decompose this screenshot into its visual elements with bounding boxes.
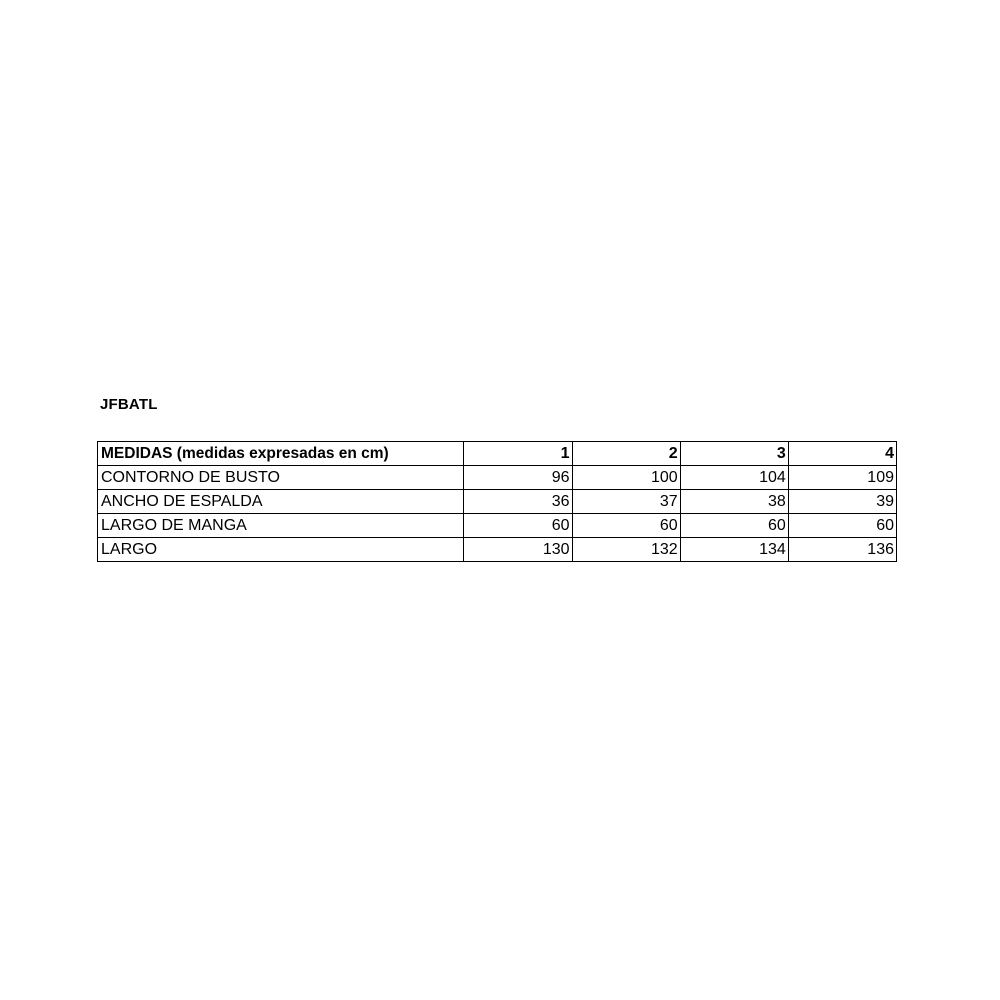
table-cell: 60 [464, 514, 572, 538]
table-header-row [98, 442, 897, 466]
row-label: LARGO DE MANGA [98, 514, 464, 538]
table-row [98, 514, 897, 538]
table-row [98, 490, 897, 514]
table-cell: 60 [680, 514, 788, 538]
table-cell: 132 [572, 538, 680, 562]
table-cell: 37 [572, 490, 680, 514]
product-code-title: JFBATL [100, 396, 158, 413]
table-cell: 60 [572, 514, 680, 538]
row-label: LARGO [98, 538, 464, 562]
table-row [98, 466, 897, 490]
size-chart-table [97, 441, 897, 562]
table-cell: 134 [680, 538, 788, 562]
table-cell: 36 [464, 490, 572, 514]
table-cell: 136 [788, 538, 896, 562]
row-label: ANCHO DE ESPALDA [98, 490, 464, 514]
table-cell: 60 [788, 514, 896, 538]
table-cell: 38 [680, 490, 788, 514]
table-cell: 104 [680, 466, 788, 490]
table-cell: 109 [788, 466, 896, 490]
table-row [98, 538, 897, 562]
row-label: CONTORNO DE BUSTO [98, 466, 464, 490]
header-size-3: 3 [680, 442, 788, 466]
header-size-1: 1 [464, 442, 572, 466]
table-cell: 39 [788, 490, 896, 514]
header-measures-label: MEDIDAS (medidas expresadas en cm) [98, 442, 464, 466]
header-size-4: 4 [788, 442, 896, 466]
header-size-2: 2 [572, 442, 680, 466]
table-cell: 96 [464, 466, 572, 490]
table-cell: 130 [464, 538, 572, 562]
table-cell: 100 [572, 466, 680, 490]
